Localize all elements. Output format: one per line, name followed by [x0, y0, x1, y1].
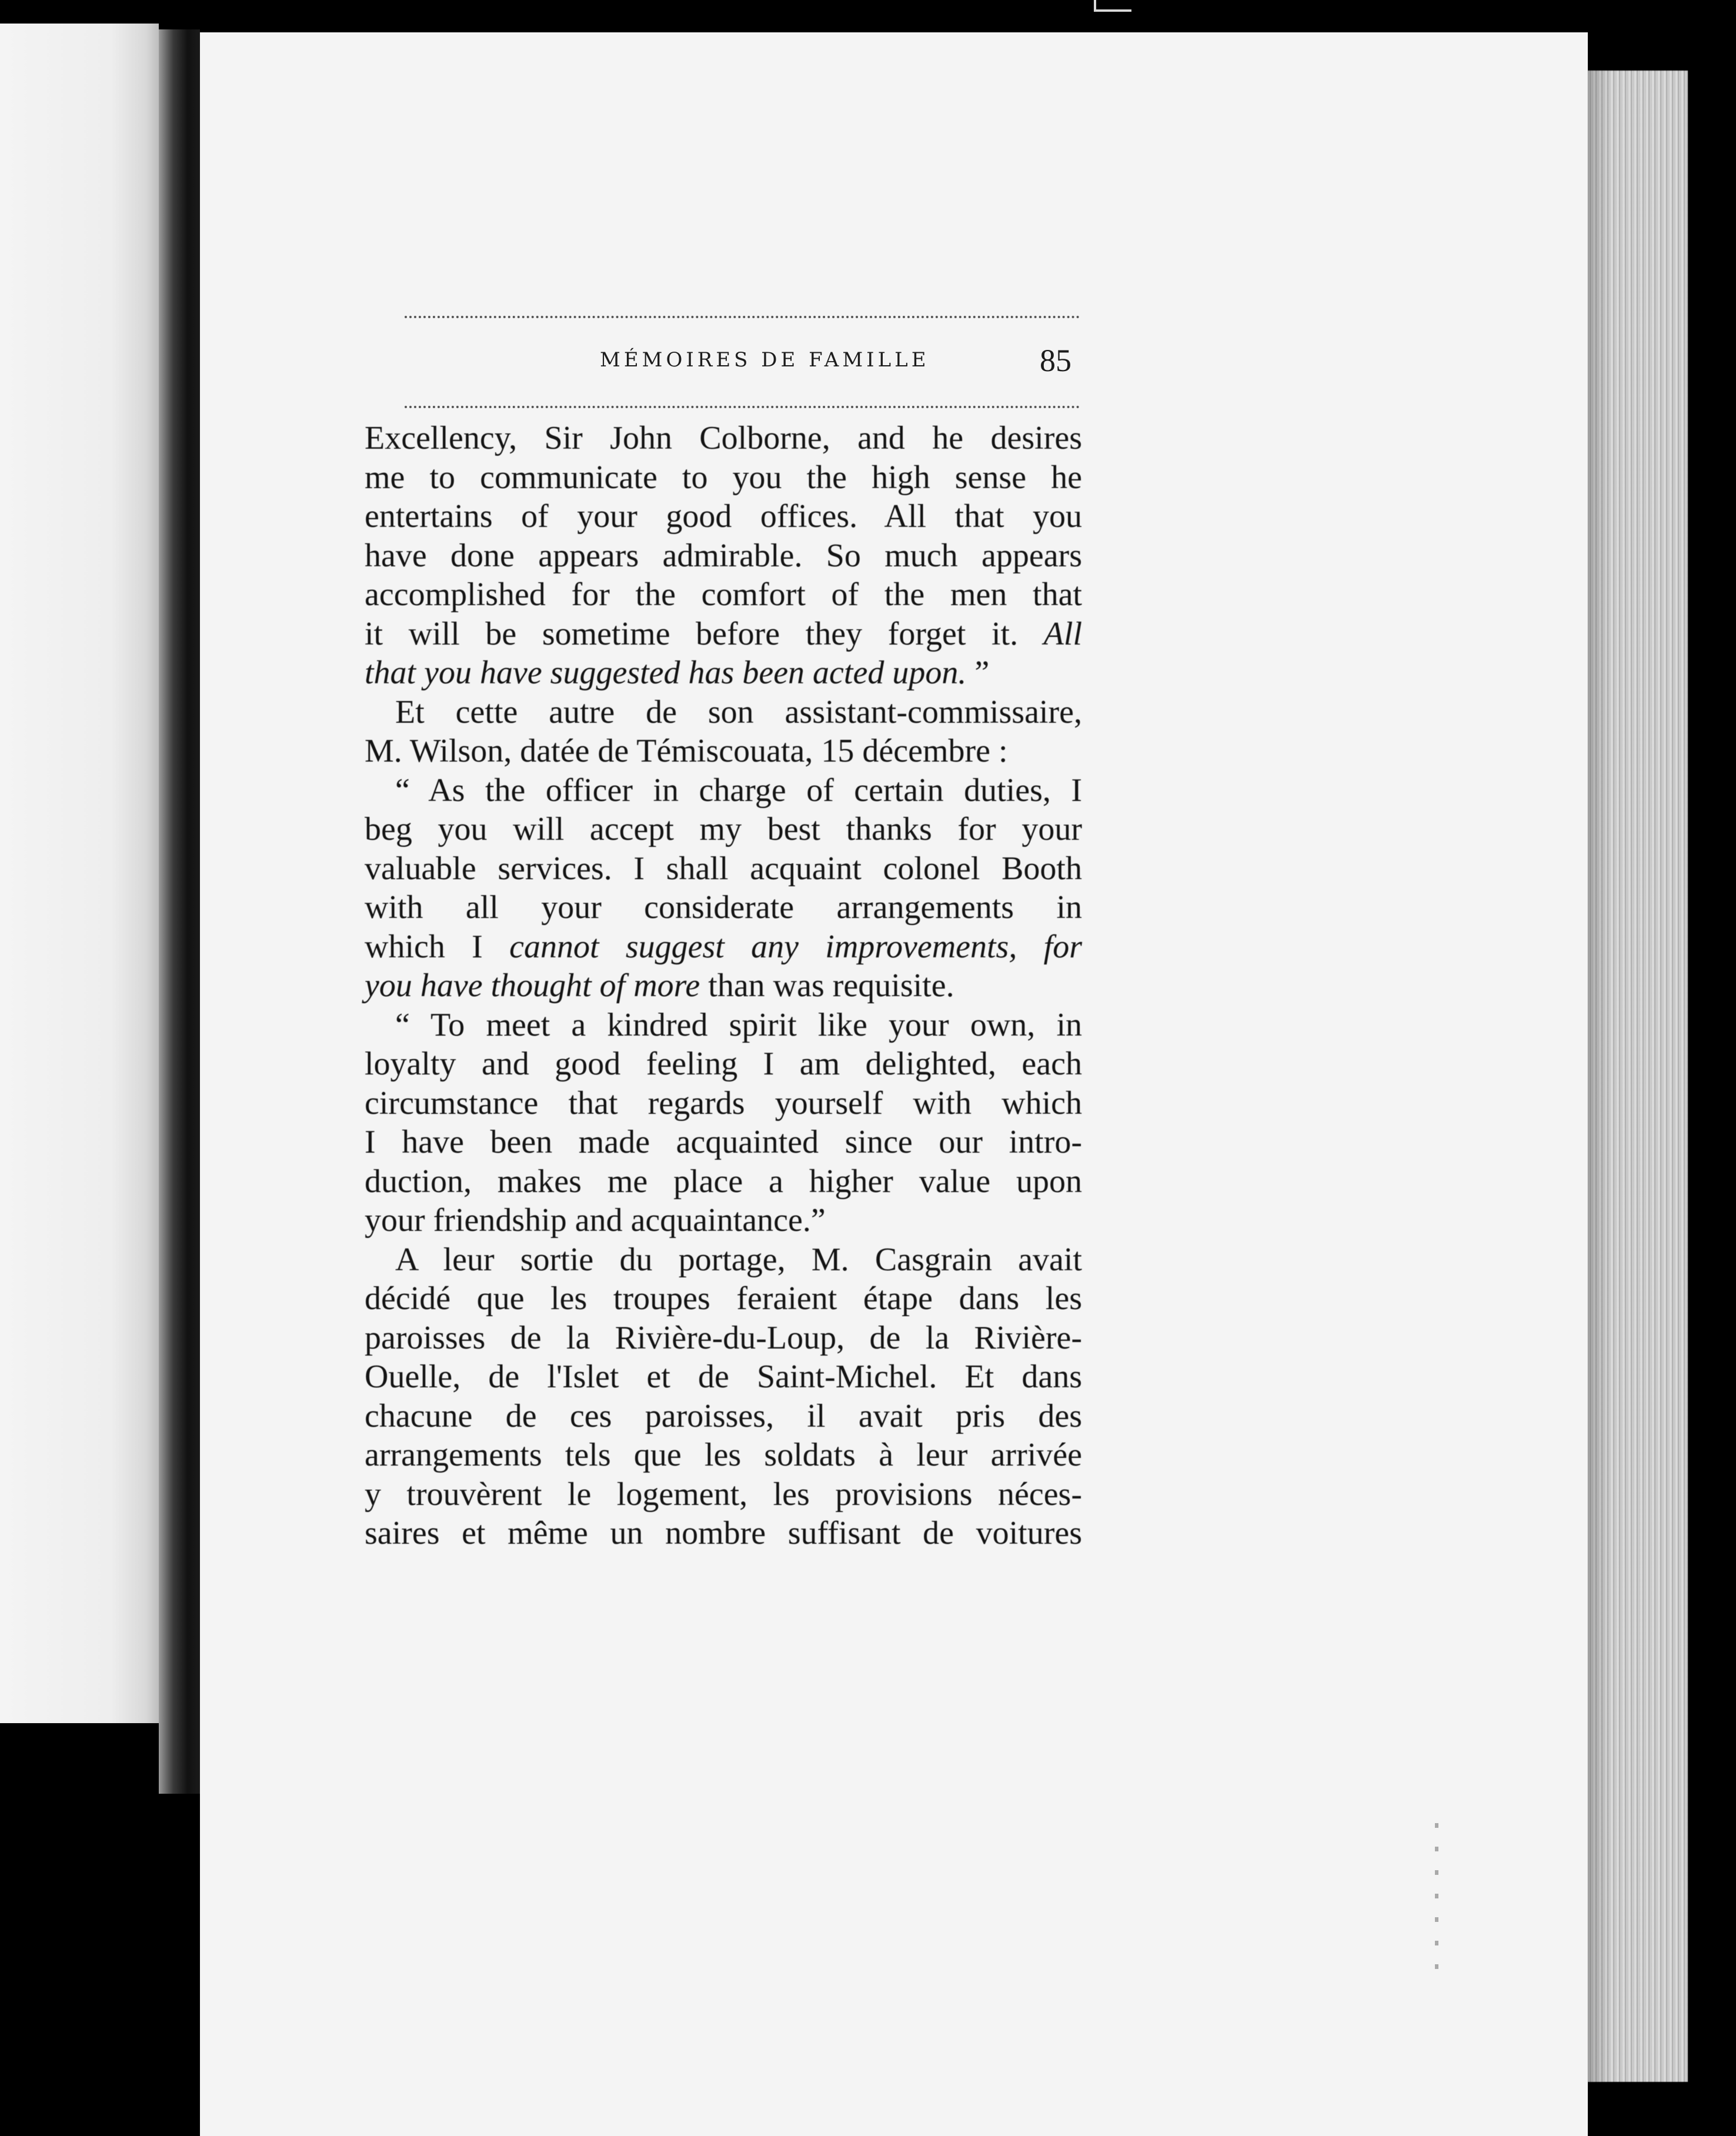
text-line — [365, 810, 1082, 849]
line-text: it will be sometime before they forget it. — [365, 615, 1019, 652]
line-text: “ To meet a kindred spirit like your own, in — [395, 1006, 1082, 1043]
text-line — [365, 1319, 1082, 1358]
text-line — [365, 1357, 1082, 1397]
line-text: your friendship and acquaintance.” — [365, 1202, 826, 1239]
line-text: entertains of your good offices. All that you — [365, 498, 1082, 535]
header-rule-bottom — [405, 406, 1080, 408]
text-line — [365, 966, 1082, 1006]
line-text: Et cette autre de son assistant-commissaire, — [395, 693, 1082, 730]
line-text: duction, makes me place a higher value upon — [365, 1163, 1082, 1200]
text-line — [365, 1084, 1082, 1123]
italic-text: that you have suggested has been acted upon. — [365, 655, 967, 691]
text-line — [365, 1162, 1082, 1202]
text-line — [365, 497, 1082, 536]
line-text: Excellency, Sir John Colborne, and he desires — [365, 420, 1082, 456]
text-line — [365, 1436, 1082, 1475]
line-text: me to communicate to you the high sense he — [365, 459, 1082, 496]
italic-text: All — [1043, 615, 1082, 652]
body-text — [365, 419, 1082, 1553]
italic-text: you have thought of more — [365, 967, 700, 1004]
line-text: have done appears admirable. So much appears — [365, 537, 1082, 574]
corner-mark — [1094, 0, 1131, 12]
book-gutter — [159, 29, 200, 1794]
line-text: y trouvèrent le logement, les provisions néces- — [365, 1476, 1082, 1513]
text-line — [365, 1475, 1082, 1514]
line-text: ” — [974, 655, 990, 691]
text-line — [365, 693, 1082, 732]
line-text: paroisses de la Rivière-du-Loup, de la Rivière- — [365, 1319, 1082, 1356]
text-line — [365, 575, 1082, 615]
previous-page-edge — [0, 24, 159, 1723]
text-line — [365, 732, 1082, 771]
page-edges-shadow — [1588, 71, 1611, 2082]
text-line — [365, 615, 1082, 654]
line-text: beg you will accept my best thanks for your — [365, 811, 1082, 847]
line-text: circumstance that regards yourself with which — [365, 1084, 1082, 1122]
text-line — [365, 1397, 1082, 1436]
text-line — [365, 927, 1082, 967]
text-line — [365, 1044, 1082, 1084]
text-line — [365, 771, 1082, 810]
text-line — [365, 1201, 1082, 1240]
line-text: décidé que les troupes feraient étape dans les — [365, 1280, 1082, 1317]
line-text: with all your considerate arrangements in — [365, 889, 1082, 926]
line-text: which I — [365, 928, 483, 965]
line-text: valuable services. I shall acquaint colonel Booth — [365, 850, 1082, 887]
line-text: I have been made acquainted since our intro- — [365, 1124, 1082, 1160]
text-line — [365, 653, 1082, 693]
text-line — [365, 1514, 1082, 1553]
running-head: MÉMOIRES DE FAMILLE — [600, 348, 930, 372]
text-line — [365, 458, 1082, 498]
text-line — [365, 1279, 1082, 1319]
edge-dots — [1435, 1823, 1438, 1976]
text-line — [365, 888, 1082, 927]
line-text: A leur sortie du portage, M. Casgrain avait — [395, 1241, 1082, 1278]
line-text: M. Wilson, datée de Témiscouata, 15 décembre : — [365, 733, 1008, 769]
line-text: accomplished for the comfort of the men that — [365, 576, 1082, 613]
text-line — [365, 1240, 1082, 1280]
text-line — [365, 849, 1082, 889]
line-text: loyalty and good feeling I am delighted, each — [365, 1046, 1082, 1082]
text-line — [365, 1123, 1082, 1162]
text-line — [365, 1006, 1082, 1045]
italic-text: cannot suggest any improvements, for — [509, 928, 1082, 965]
line-text: Ouelle, de l'Islet et de Saint-Michel. Et dans — [365, 1359, 1082, 1395]
line-text: chacune de ces paroisses, il avait pris des — [365, 1397, 1082, 1434]
line-text: than was requisite. — [708, 967, 954, 1004]
text-line — [365, 419, 1082, 458]
header-rule-top — [405, 316, 1080, 318]
page-number: 85 — [1040, 343, 1071, 378]
line-text: saires et même un nombre suffisant de voitures — [365, 1515, 1082, 1551]
line-text: “ As the officer in charge of certain duties, I — [395, 772, 1082, 809]
text-line — [365, 536, 1082, 576]
line-text: arrangements tels que les soldats à leur arrivée — [365, 1437, 1082, 1473]
